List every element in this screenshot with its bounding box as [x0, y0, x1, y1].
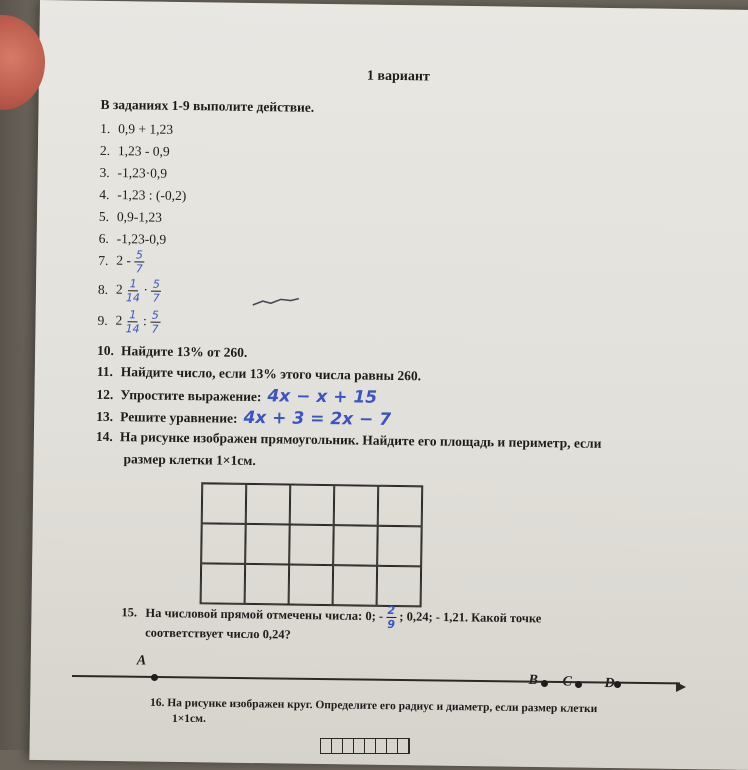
rectangle-grid: [200, 482, 424, 607]
task-text: 0,9 + 1,23: [118, 121, 174, 137]
fraction: [126, 278, 140, 303]
fraction-numerator: 2: [387, 603, 396, 618]
grid-cell: [245, 564, 290, 605]
task-text: На рисунке изображен прямоугольник. Найдите его площадь и периметр, если: [119, 429, 602, 451]
task-number: 16.: [149, 696, 165, 710]
circle-grid-partial: [320, 738, 410, 754]
task-number: 3.: [99, 164, 110, 180]
grid-cell: [201, 523, 246, 564]
grid-cell: [201, 563, 246, 604]
task-number: 7.: [98, 252, 109, 268]
task-8: [98, 278, 162, 304]
fraction: [386, 605, 396, 630]
task-10: [97, 343, 247, 361]
point-a: [151, 674, 158, 681]
fraction: [125, 309, 139, 334]
mixed-whole: 2: [115, 312, 123, 328]
fraction: [150, 310, 160, 335]
task-text: Решите уравнение:: [120, 409, 238, 426]
task-text: -1,23-0,9: [116, 231, 167, 247]
fraction: [151, 279, 161, 304]
point-b: [541, 680, 548, 687]
task-text: Найдите число, если 13% этого числа равны 260.: [120, 364, 422, 384]
point-d: [614, 681, 621, 688]
operator: ·: [143, 282, 149, 298]
variant-title: 1 вариант: [366, 68, 430, 85]
task-12: [96, 384, 377, 408]
grid-cell: [289, 525, 334, 566]
task-3: [99, 165, 167, 182]
fraction-numerator: 5: [152, 277, 161, 291]
task-text: На рисунке изображен круг. Определите его радиус и диаметр, если размер клетки: [167, 697, 598, 716]
grid-cell: [245, 524, 290, 565]
task-number: 11.: [96, 363, 114, 380]
task-number: 6.: [98, 230, 109, 246]
task-number: 14.: [95, 428, 113, 445]
task-text: -1,23·0,9: [117, 165, 168, 181]
instructions: В заданиях 1-9 выполите действие.: [100, 96, 315, 115]
point-label-a: A: [136, 653, 147, 669]
task-7: [98, 249, 144, 275]
fraction-denominator: 7: [152, 291, 160, 305]
fraction-numerator: 1: [129, 277, 137, 291]
grid-cell: [246, 484, 291, 525]
task-14: [96, 429, 602, 452]
grid-cell: [334, 485, 379, 526]
fraction-numerator: 5: [135, 248, 144, 262]
handwritten-expression: 4x − x + 15: [267, 386, 378, 408]
task-text: 2 -: [116, 252, 132, 268]
fraction-denominator: 14: [125, 322, 140, 336]
task-text: -1,23 : (-0,2): [117, 187, 187, 204]
task-14-line2: размер клетки 1×1см.: [123, 451, 256, 469]
task-number: 15.: [121, 605, 138, 620]
mixed-whole: 2: [115, 281, 123, 297]
grid-cell: [333, 525, 378, 566]
fraction-denominator: 14: [125, 291, 141, 305]
fraction-numerator: 5: [151, 308, 159, 322]
task-text: На числовой прямой отмечены числа: 0; -: [145, 605, 384, 624]
task-text: 1,23 - 0,9: [117, 143, 170, 159]
grid-cell: [202, 483, 247, 524]
fraction-denominator: 7: [135, 262, 143, 276]
grid-cell: [377, 566, 422, 607]
task-11: [97, 364, 421, 385]
grid-cell: [333, 565, 378, 606]
fraction-numerator: 1: [129, 308, 137, 322]
fraction: [134, 249, 144, 274]
task-number: 10.: [97, 342, 115, 359]
task-text: Упростите выражение:: [120, 387, 262, 405]
task-5: [99, 209, 162, 226]
task-15-line2: соответствует число 0,24?: [145, 625, 291, 642]
task-13: [96, 406, 391, 430]
task-number: 2.: [99, 142, 111, 158]
task-text: Найдите 13% от 260.: [121, 343, 248, 360]
grid-cell: [378, 486, 423, 527]
task-16-line2: 1×1см.: [172, 713, 206, 725]
grid-cell: [290, 485, 335, 526]
task-number: 5.: [98, 208, 110, 224]
fraction-denominator: 9: [387, 617, 396, 632]
task-number: 13.: [96, 408, 114, 425]
task-number: 12.: [96, 386, 114, 403]
grid-cell: [377, 526, 422, 567]
fraction-denominator: 7: [151, 322, 159, 336]
handwritten-equation: 4x + 3 = 2x − 7: [243, 407, 392, 430]
grid-cell: [289, 565, 334, 606]
task-number: 9.: [97, 312, 108, 328]
task-9: [97, 309, 160, 335]
pen-scribble: [251, 295, 301, 310]
task-6: [99, 231, 167, 248]
task-4: [99, 187, 186, 204]
task-1: [100, 121, 173, 138]
task-2: [100, 143, 170, 160]
task-number: 8.: [97, 281, 109, 297]
task-number: 4.: [99, 186, 110, 202]
worksheet-page: [29, 0, 748, 770]
task-text: ; 0,24; - 1,21. Какой точке: [399, 609, 542, 626]
task-number: 1.: [100, 120, 111, 136]
operator: :: [142, 313, 147, 329]
task-text: 0,9-1,23: [116, 209, 163, 225]
point-c: [575, 681, 582, 688]
number-line-arrow: [676, 682, 686, 692]
